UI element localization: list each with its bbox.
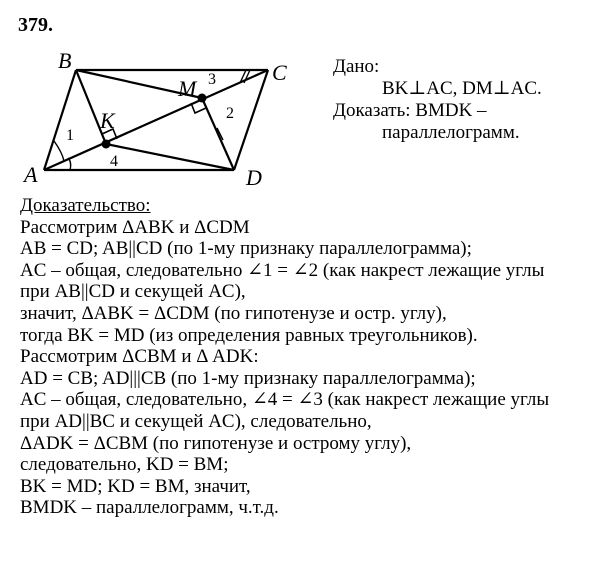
angle-label-4: 4: [110, 153, 118, 170]
side-cd: [234, 70, 268, 170]
parallelogram-figure: [20, 52, 300, 192]
vertex-label-a: A: [24, 162, 38, 187]
problem-number: 379.: [18, 14, 53, 36]
vertex-label-d: D: [246, 165, 262, 190]
proof-line: при AB||CD и секущей AC),: [20, 281, 246, 303]
proof-line: значит, ΔABK = ΔCDM (по гипотенузе и остр. углу),: [20, 302, 447, 324]
proof-line: при AD||BC и секущей AC), следовательно,: [20, 410, 372, 432]
point-k: [102, 140, 111, 149]
proof-line: следовательно, KD = BM;: [20, 454, 229, 476]
point-m: [198, 94, 207, 103]
proof-line: Рассмотрим ΔCBM и Δ ADK:: [20, 346, 259, 368]
proof-line: AD = CB; AD|||CB (по 1-му признаку параллелограмма);: [20, 367, 476, 389]
proof-heading: Доказательство:: [20, 195, 151, 216]
angle-label-2: 2: [226, 105, 234, 122]
vertex-label-m: M: [178, 76, 197, 101]
given-title: Дано:: [333, 56, 380, 77]
prove-label: Доказать: BMDK –: [333, 100, 487, 121]
vertex-label-c: C: [272, 60, 287, 85]
proof-line: Рассмотрим ΔABK и ΔCDM: [20, 216, 250, 238]
proof-line: ΔADK = ΔCBM (по гипотенузе и острому углу),: [20, 432, 412, 454]
proof-line: AC – общая, следовательно ∠1 = ∠2 (как накрест лежащие углы: [20, 259, 545, 281]
vertex-label-k: K: [100, 108, 115, 133]
angle-label-1: 1: [66, 127, 74, 144]
proof-line: AB = CD; AB||CD (по 1-му признаку параллелограмма);: [20, 238, 472, 260]
proof-line: BK = MD; KD = BM, значит,: [20, 475, 251, 497]
angle-label-3: 3: [208, 71, 216, 88]
given-condition: BK⊥AC, DM⊥AC.: [382, 78, 542, 99]
side-ab: [44, 70, 76, 170]
proof-line: AC – общая, следовательно, ∠4 = ∠3 (как накрест лежащие углы: [20, 389, 550, 411]
proof-line: тогда BK = MD (из определения равных треугольников).: [20, 324, 478, 346]
vertex-label-b: B: [58, 52, 72, 73]
proof-line: BMDK – параллелограмм, ч.т.д.: [20, 497, 279, 519]
angle-arc-1: [54, 141, 64, 161]
prove-statement: параллелограмм.: [382, 122, 520, 143]
segment-kd: [106, 144, 234, 170]
proof-block: [20, 195, 549, 519]
